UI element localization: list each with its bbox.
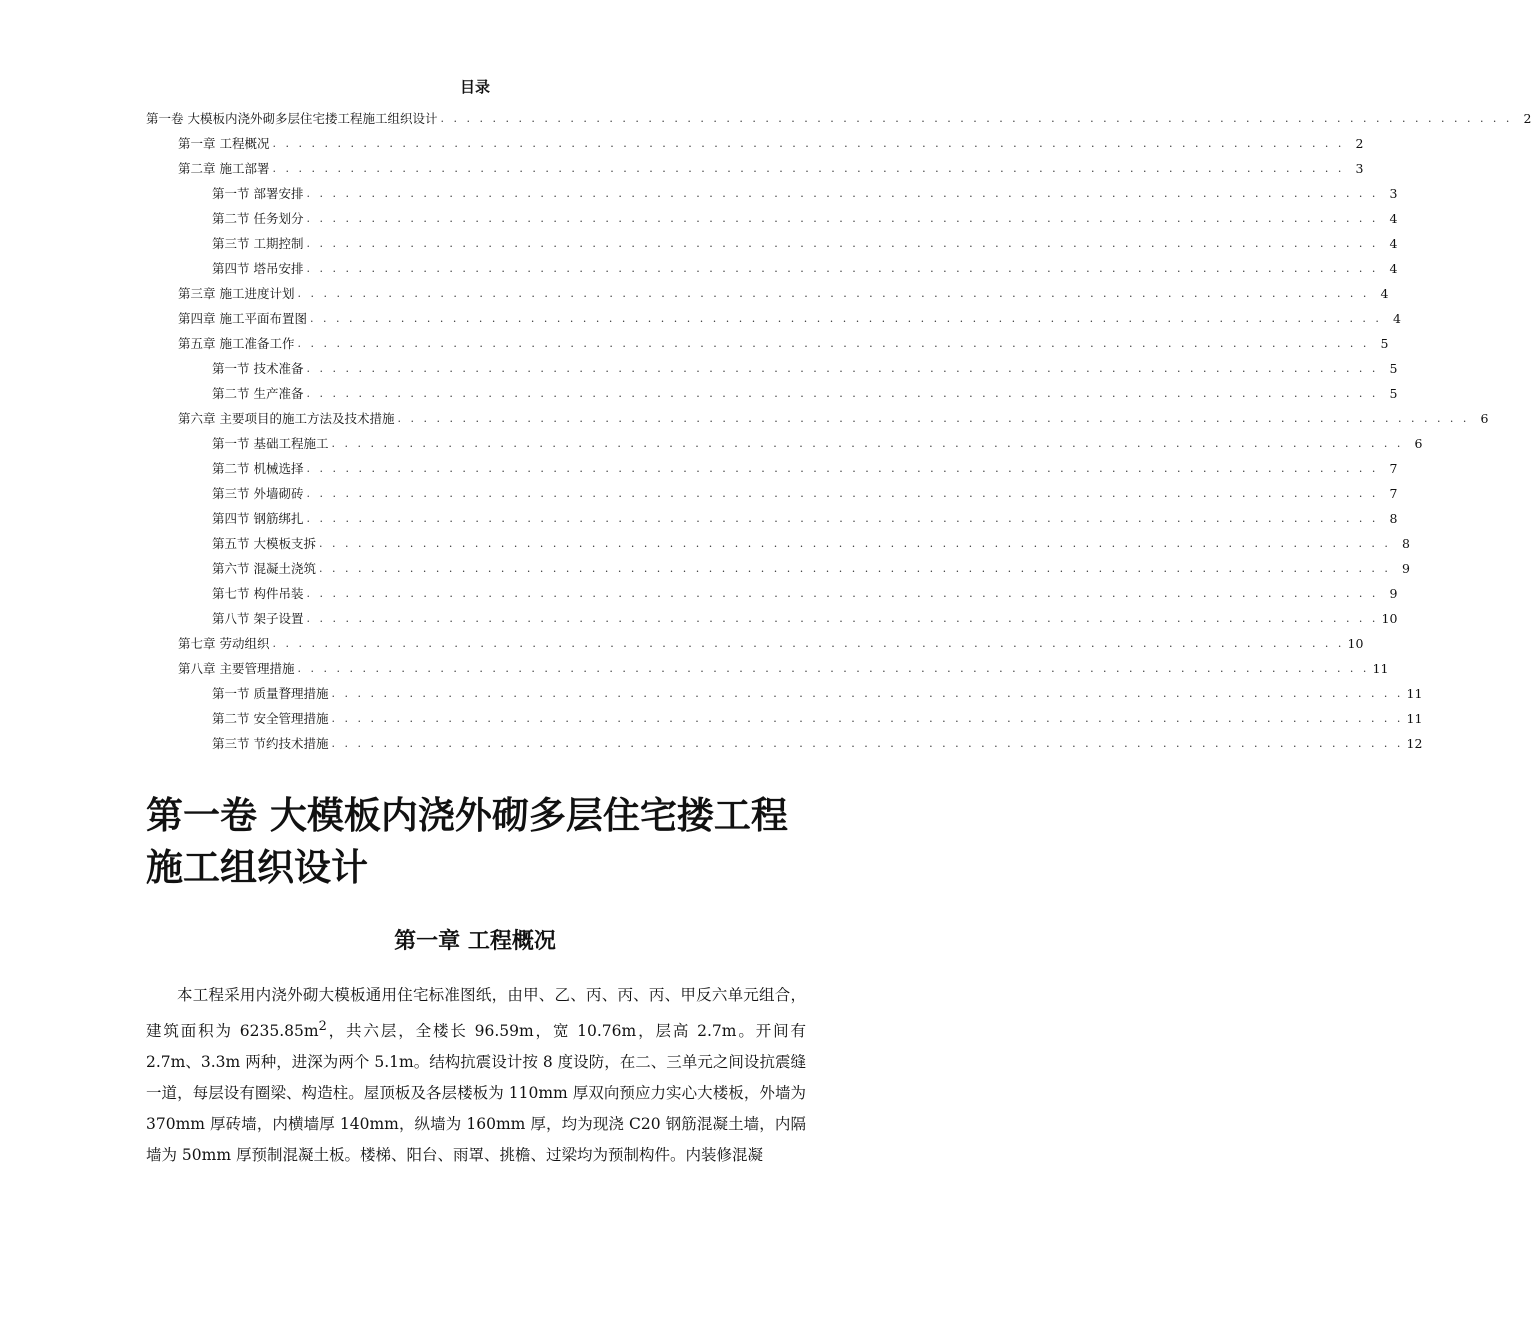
toc-entry[interactable] — [146, 402, 1489, 427]
toc-leader-dots: . . . . . . . . . . . . . . . . . . . . . . . . . . . . . . . . . . . . . . . . . . . . . . . . . . . . . . . . . . . . . . . . . . . . . . . . . . . . . . . . . . . — [272, 637, 1345, 650]
toc-leader-dots: . . . . . . . . . . . . . . . . . . . . . . . . . . . . . . . . . . . . . . . . . . . . . . . . . . . . . . . . . . . . . . . . . . . . . . . . . . . . . . . . . . . — [331, 687, 1404, 700]
chapter-title: 第一章 工程概况 — [394, 929, 556, 954]
toc-leader-dots: . . . . . . . . . . . . . . . . . . . . . . . . . . . . . . . . . . . . . . . . . . . . . . . . . . . . . . . . . . . . . . . . . . . . . . . . . . . . . . . . . . . — [272, 137, 1345, 150]
toc-entry[interactable] — [146, 177, 1398, 202]
toc-entry-label: 第一节 部署安排 — [212, 186, 304, 201]
toc-entry-label: 第七节 构件吊装 — [212, 586, 304, 601]
toc-entry[interactable] — [146, 577, 1398, 602]
toc-entry-page: 5 — [1380, 336, 1389, 351]
toc-entry-label: 第三节 外墙砌砖 — [212, 486, 304, 501]
toc-entry[interactable] — [146, 452, 1398, 477]
toc-entry-label: 第三章 施工进度计划 — [178, 286, 295, 301]
toc-entry[interactable] — [146, 677, 1423, 702]
toc-entry[interactable] — [146, 327, 1389, 352]
toc-entry-page: 7 — [1389, 461, 1398, 476]
toc-leader-dots: . . . . . . . . . . . . . . . . . . . . . . . . . . . . . . . . . . . . . . . . . . . . . . . . . . . . . . . . . . . . . . . . . . . . . . . . . . . . . . . . . . . — [306, 187, 1379, 200]
toc-leader-dots: . . . . . . . . . . . . . . . . . . . . . . . . . . . . . . . . . . . . . . . . . . . . . . . . . . . . . . . . . . . . . . . . . . . . . . . . . . . . . . . . . . . — [331, 737, 1404, 750]
toc-leader-dots: . . . . . . . . . . . . . . . . . . . . . . . . . . . . . . . . . . . . . . . . . . . . . . . . . . . . . . . . . . . . . . . . . . . . . . . . . . . . . . . . . . . — [331, 437, 1404, 450]
toc-entry-label: 第二章 施工部署 — [178, 161, 270, 176]
toc-entry-page: 4 — [1389, 211, 1398, 226]
toc-entry-page: 9 — [1389, 586, 1398, 601]
toc-entry-label: 第三节 节约技术措施 — [212, 736, 329, 751]
toc-leader-dots: . . . . . . . . . . . . . . . . . . . . . . . . . . . . . . . . . . . . . . . . . . . . . . . . . . . . . . . . . . . . . . . . . . . . . . . . . . . . . . . . . . . — [306, 362, 1379, 375]
toc-entry[interactable] — [146, 627, 1364, 652]
toc-leader-dots: . . . . . . . . . . . . . . . . . . . . . . . . . . . . . . . . . . . . . . . . . . . . . . . . . . . . . . . . . . . . . . . . . . . . . . . . . . . . . . . . . . . — [306, 612, 1379, 625]
toc-entry-label: 第一节 技术准备 — [212, 361, 304, 376]
toc-leader-dots: . . . . . . . . . . . . . . . . . . . . . . . . . . . . . . . . . . . . . . . . . . . . . . . . . . . . . . . . . . . . . . . . . . . . . . . . . . . . . . . . . . . — [318, 537, 1391, 550]
toc-entry-label: 第四节 钢筋绑扎 — [212, 511, 304, 526]
toc-entry-label: 第八节 架子设置 — [212, 611, 304, 626]
toc-leader-dots: . . . . . . . . . . . . . . . . . . . . . . . . . . . . . . . . . . . . . . . . . . . . . . . . . . . . . . . . . . . . . . . . . . . . . . . . . . . . . . . . . . . — [306, 237, 1379, 250]
toc-entry-label: 第二节 任务划分 — [212, 211, 304, 226]
toc-entry-page: 4 — [1389, 261, 1398, 276]
toc-entry[interactable] — [146, 302, 1401, 327]
toc-leader-dots: . . . . . . . . . . . . . . . . . . . . . . . . . . . . . . . . . . . . . . . . . . . . . . . . . . . . . . . . . . . . . . . . . . . . . . . . . . . . . . . . . . . — [297, 662, 1370, 675]
toc-entry-page: 5 — [1389, 361, 1398, 376]
toc-entry-label: 第六节 混凝土浇筑 — [212, 561, 316, 576]
superscript-exponent: 2 — [318, 1019, 327, 1034]
toc-entry-label: 第七章 劳动组织 — [178, 636, 270, 651]
toc-leader-dots: . . . . . . . . . . . . . . . . . . . . . . . . . . . . . . . . . . . . . . . . . . . . . . . . . . . . . . . . . . . . . . . . . . . . . . . . . . . . . . . . . . . — [397, 412, 1470, 425]
toc-entry-label: 第二节 安全管理措施 — [212, 711, 329, 726]
toc-leader-dots: . . . . . . . . . . . . . . . . . . . . . . . . . . . . . . . . . . . . . . . . . . . . . . . . . . . . . . . . . . . . . . . . . . . . . . . . . . . . . . . . . . . — [306, 262, 1379, 275]
toc-entry[interactable] — [146, 152, 1364, 177]
toc-entry-label: 第四章 施工平面布置图 — [178, 311, 307, 326]
toc-entry-page: 8 — [1389, 511, 1398, 526]
toc-leader-dots: . . . . . . . . . . . . . . . . . . . . . . . . . . . . . . . . . . . . . . . . . . . . . . . . . . . . . . . . . . . . . . . . . . . . . . . . . . . . . . . . . . . — [297, 287, 1370, 300]
toc-entry[interactable] — [146, 277, 1389, 302]
toc-entry-page: 12 — [1406, 736, 1423, 751]
toc-entry-page: 9 — [1401, 561, 1410, 576]
toc-entry-label: 第四节 塔吊安排 — [212, 261, 304, 276]
toc-leader-dots: . . . . . . . . . . . . . . . . . . . . . . . . . . . . . . . . . . . . . . . . . . . . . . . . . . . . . . . . . . . . . . . . . . . . . . . . . . . . . . . . . . . — [306, 587, 1379, 600]
toc-entry[interactable] — [146, 502, 1398, 527]
toc-entry-page: 4 — [1392, 311, 1401, 326]
toc-entry-label: 第二节 机械选择 — [212, 461, 304, 476]
toc-entry[interactable] — [146, 377, 1398, 402]
toc-entry-page: 5 — [1389, 386, 1398, 401]
toc-leader-dots: . . . . . . . . . . . . . . . . . . . . . . . . . . . . . . . . . . . . . . . . . . . . . . . . . . . . . . . . . . . . . . . . . . . . . . . . . . . . . . . . . . . — [306, 462, 1379, 475]
toc-entry[interactable] — [146, 352, 1398, 377]
toc-entry-label: 第一节 基础工程施工 — [212, 436, 329, 451]
toc-entry-label: 第三节 工期控制 — [212, 236, 304, 251]
toc-leader-dots: . . . . . . . . . . . . . . . . . . . . . . . . . . . . . . . . . . . . . . . . . . . . . . . . . . . . . . . . . . . . . . . . . . . . . . . . . . . . . . . . . . . — [306, 212, 1379, 225]
toc-entry-page: 6 — [1414, 436, 1423, 451]
toc-entry-page: 11 — [1372, 661, 1389, 676]
toc-leader-dots: . . . . . . . . . . . . . . . . . . . . . . . . . . . . . . . . . . . . . . . . . . . . . . . . . . . . . . . . . . . . . . . . . . . . . . . . . . . . . . . . . . . — [331, 712, 1404, 725]
toc-leader-dots: . . . . . . . . . . . . . . . . . . . . . . . . . . . . . . . . . . . . . . . . . . . . . . . . . . . . . . . . . . . . . . . . . . . . . . . . . . . . . . . . . . . — [306, 387, 1379, 400]
toc-entry-label: 第八章 主要管理措施 — [178, 661, 295, 676]
toc-entry-label: 第一卷 大模板内浇外砌多层住宅搂工程施工组织设计 — [146, 111, 438, 126]
toc-entry[interactable] — [146, 477, 1398, 502]
toc-entry[interactable] — [146, 202, 1398, 227]
toc-entry-page: 8 — [1401, 536, 1410, 551]
table-of-contents — [146, 102, 1531, 752]
toc-entry-page: 7 — [1389, 486, 1398, 501]
toc-leader-dots: . . . . . . . . . . . . . . . . . . . . . . . . . . . . . . . . . . . . . . . . . . . . . . . . . . . . . . . . . . . . . . . . . . . . . . . . . . . . . . . . . . . — [440, 112, 1513, 125]
toc-entry[interactable] — [146, 702, 1423, 727]
toc-entry[interactable] — [146, 427, 1423, 452]
toc-entry-label: 第二节 生产准备 — [212, 386, 304, 401]
volume-title: 第一卷 大模板内浇外砌多层住宅搂工程施工组织设计 — [146, 794, 788, 889]
toc-entry-label: 第六章 主要项目的施工方法及技术措施 — [178, 411, 395, 426]
toc-entry-page: 4 — [1380, 286, 1389, 301]
toc-leader-dots: . . . . . . . . . . . . . . . . . . . . . . . . . . . . . . . . . . . . . . . . . . . . . . . . . . . . . . . . . . . . . . . . . . . . . . . . . . . . . . . . . . . — [306, 512, 1379, 525]
toc-leader-dots: . . . . . . . . . . . . . . . . . . . . . . . . . . . . . . . . . . . . . . . . . . . . . . . . . . . . . . . . . . . . . . . . . . . . . . . . . . . . . . . . . . . — [297, 337, 1370, 350]
toc-entry[interactable] — [146, 127, 1364, 152]
toc-leader-dots: . . . . . . . . . . . . . . . . . . . . . . . . . . . . . . . . . . . . . . . . . . . . . . . . . . . . . . . . . . . . . . . . . . . . . . . . . . . . . . . . . . . — [272, 162, 1345, 175]
toc-heading: 目录 — [459, 78, 490, 96]
body-text-part-2: ，共六层，全楼长 96.59m，宽 10.76m，层高 2.7m。开间有 2.7m、3.3m 两种，进深为两个 5.1m。结构抗震设计按 8 度设防，在二、三单元之间设抗震缝一道，每层设有圈梁、构造柱。屋顶板及各层楼板为 110mm 厚双向预应力实心大楼板，外墙为 370mm 厚砖墙，内横墙厚 140mm，纵墙为 160mm 厚，均为现浇 C20 钢筋混凝土墙，内隔墙为 50mm 厚预制混凝土板。楼梯、阳台、雨罩、挑檐、过梁均为预制构件。内装修混凝 — [146, 1022, 806, 1165]
toc-leader-dots: . . . . . . . . . . . . . . . . . . . . . . . . . . . . . . . . . . . . . . . . . . . . . . . . . . . . . . . . . . . . . . . . . . . . . . . . . . . . . . . . . . . — [309, 312, 1382, 325]
toc-leader-dots: . . . . . . . . . . . . . . . . . . . . . . . . . . . . . . . . . . . . . . . . . . . . . . . . . . . . . . . . . . . . . . . . . . . . . . . . . . . . . . . . . . . — [318, 562, 1391, 575]
body-paragraph — [146, 980, 806, 1171]
toc-leader-dots: . . . . . . . . . . . . . . . . . . . . . . . . . . . . . . . . . . . . . . . . . . . . . . . . . . . . . . . . . . . . . . . . . . . . . . . . . . . . . . . . . . . — [306, 487, 1379, 500]
toc-entry-page: 10 — [1381, 611, 1398, 626]
toc-entry-page: 11 — [1406, 686, 1423, 701]
toc-entry[interactable] — [146, 252, 1398, 277]
toc-entry[interactable] — [146, 102, 1531, 127]
toc-entry-label: 第五章 施工准备工作 — [178, 336, 295, 351]
toc-entry-page: 3 — [1355, 161, 1364, 176]
toc-entry-label: 第五节 大模板支拆 — [212, 536, 316, 551]
toc-entry-page: 3 — [1389, 186, 1398, 201]
toc-entry[interactable] — [146, 652, 1389, 677]
toc-entry[interactable] — [146, 552, 1410, 577]
toc-entry-page: 10 — [1347, 636, 1364, 651]
toc-entry[interactable] — [146, 527, 1410, 552]
toc-entry[interactable] — [146, 227, 1398, 252]
body-text-part-1: 本工程采用内浇外砌大模板通用住宅标准图纸，由甲、乙、丙、丙、丙、甲反六单元组合，建筑面积为 6235.85m — [146, 986, 806, 1041]
toc-entry[interactable] — [146, 727, 1423, 752]
toc-entry-label: 第一章 工程概况 — [178, 136, 270, 151]
toc-entry-page: 4 — [1389, 236, 1398, 251]
toc-entry-page: 2 — [1523, 111, 1531, 126]
toc-entry-page: 11 — [1406, 711, 1423, 726]
toc-entry-page: 2 — [1355, 136, 1364, 151]
toc-entry-label: 第一节 质量瞀理措施 — [212, 686, 329, 701]
toc-entry[interactable] — [146, 602, 1398, 627]
toc-entry-page: 6 — [1480, 411, 1489, 426]
